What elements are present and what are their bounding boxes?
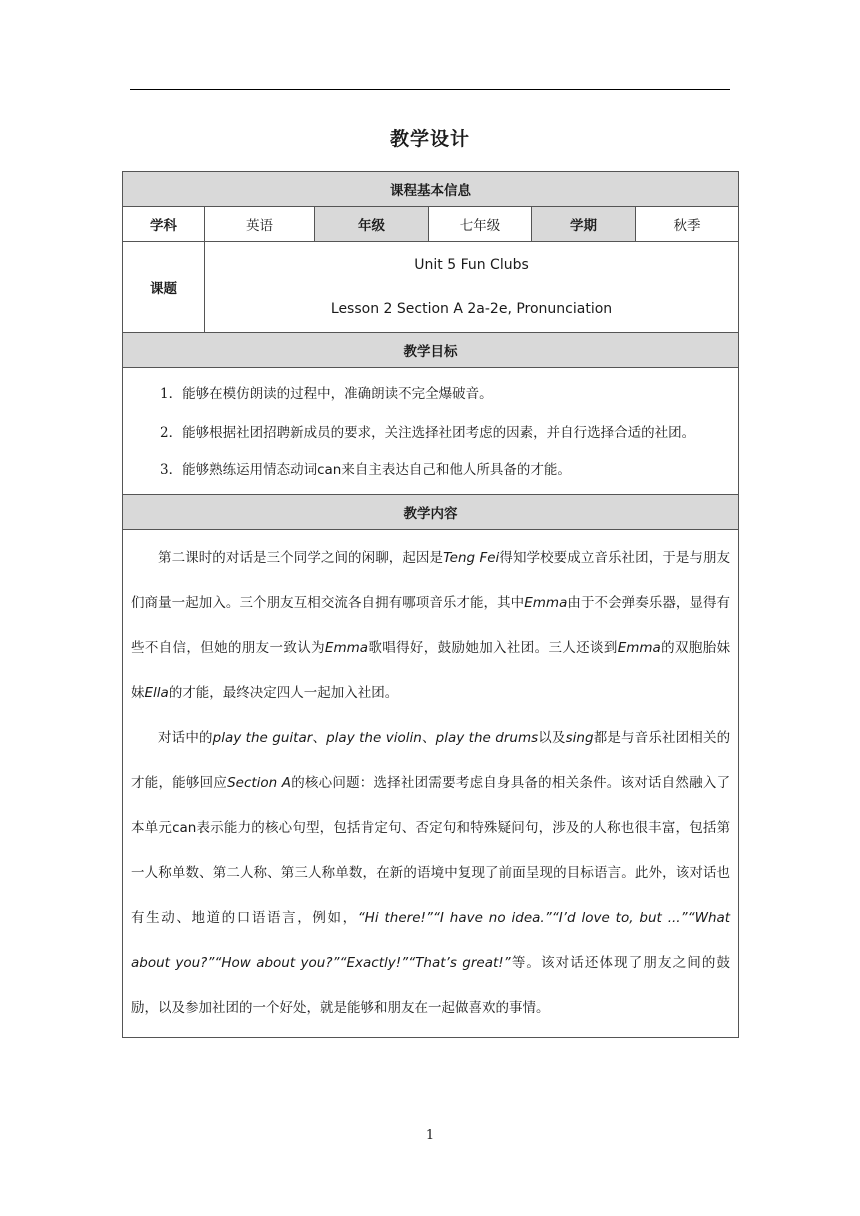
topic-line-2: Lesson 2 Section A 2a-2e, Pronunciation	[330, 301, 613, 317]
topic-line-1: Unit 5 Fun Clubs	[414, 257, 529, 273]
topic-value	[205, 242, 739, 333]
section-goals: 教学目标	[123, 333, 739, 368]
subject-label: 学科	[123, 207, 205, 242]
header-rule	[130, 89, 730, 90]
subject-value: 英语	[205, 207, 315, 242]
grade-label: 年级	[315, 207, 429, 242]
goal-3: 3．能够熟练运用情态动词can来自主表达自己和他人所具备的才能。	[160, 462, 571, 478]
content-paragraph-1: 第二课时的对话是三个同学之间的闲聊，起因是Teng Fei得知学校要成立音乐社团，于是与朋友们商量一起加入。三个朋友互相交流各自拥有哪项音乐才能，其中Emma由于不会弹奏乐器，显得有些不自信，但她的朋友一致认为Emma歌唱得好，鼓励她加入社团。三人还谈到Emma的双胞胎妹妹Ella的才能，最终决定四人一起加入社团。	[131, 550, 731, 701]
term-value: 秋季	[636, 207, 739, 242]
lesson-design-table	[122, 171, 739, 1038]
term-label: 学期	[532, 207, 636, 242]
topic-label: 课题	[123, 242, 205, 333]
content-cell	[123, 530, 739, 1038]
goal-2: 2．能够根据社团招聘新成员的要求，关注选择社团考虑的因素，并自行选择合适的社团。	[160, 425, 696, 441]
goals-cell	[123, 368, 739, 495]
page-number: 1	[425, 1128, 435, 1143]
grade-value: 七年级	[429, 207, 532, 242]
content-paragraph-2: 对话中的play the guitar、play the violin、play the drums以及sing都是与音乐社团相关的才能，能够回应Section A的核心问题：选择社团需要考虑自身具备的相关条件。该对话自然融入了本单元can表示能力的核心句型，包括肯定句、否定句和特殊疑问句，涉及的人称也很丰富，包括第一人称单数、第二人称、第三人称单数，在新的语境中复现了前面呈现的目标语言。此外，该对话也有生动、地道的口语语言，例如，“Hi there!”“I have no idea.”“I’d love to, but ...”“What about you?”“How about you?”“Exactly!”“That’s great!”等。该对话还体现了朋友之间的鼓励，以及参加社团的一个好处，就是能够和朋友在一起做喜欢的事情。	[131, 730, 731, 1016]
section-basic-info: 课程基本信息	[123, 172, 739, 207]
goal-1: 1．能够在模仿朗读的过程中，准确朗读不完全爆破音。	[160, 386, 493, 402]
document-title: 教学设计	[389, 128, 470, 150]
section-content: 教学内容	[123, 495, 739, 530]
